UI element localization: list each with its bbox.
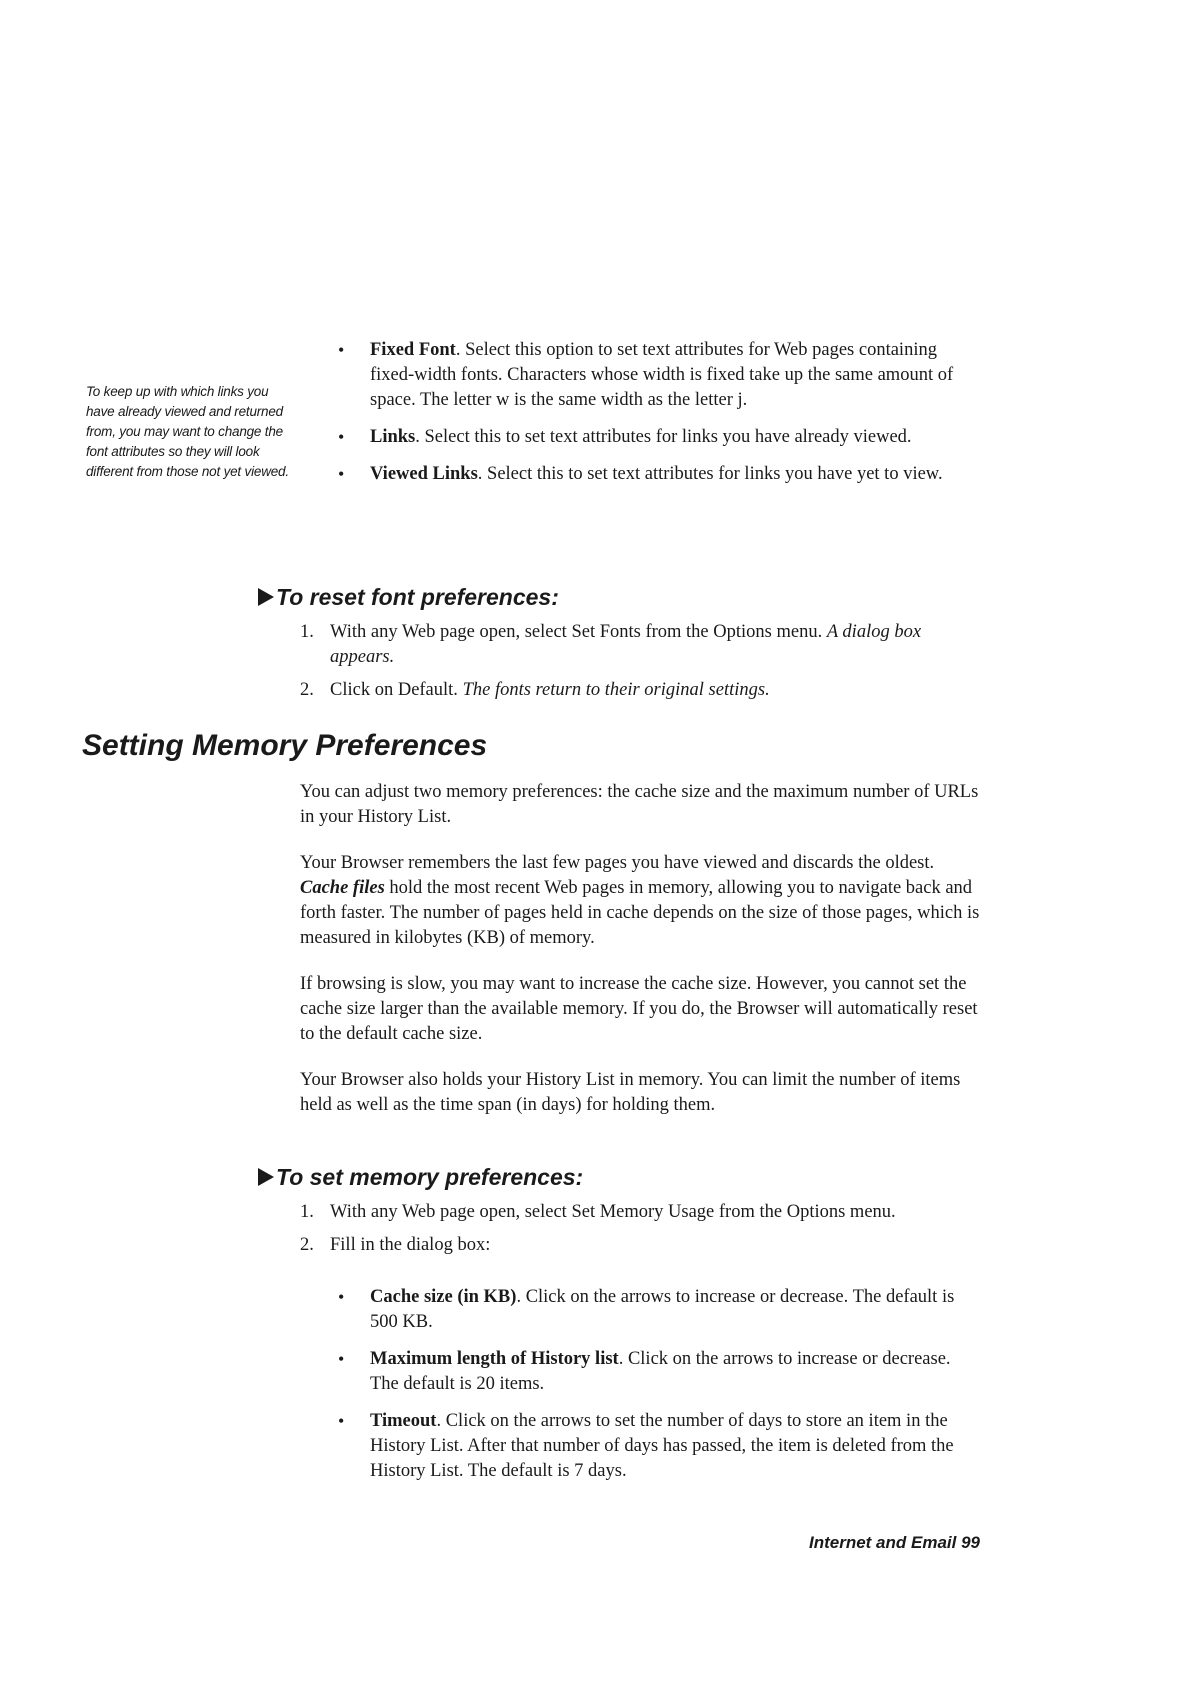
step-number: 2. [300,680,314,700]
font-options-list [338,338,978,499]
memory-options-list [338,1285,978,1496]
list-item [300,678,980,703]
step-number: 1. [300,622,314,642]
set-memory-heading [258,1162,583,1192]
set-steps-list [300,1200,980,1266]
option-term: Maximum length of History list [370,1349,619,1369]
option-term: Cache size (in KB) [370,1287,517,1307]
list-item [300,1200,980,1225]
arrow-right-icon [258,1168,274,1186]
option-term: Timeout [370,1411,437,1431]
step-number: 2. [300,1235,314,1255]
reset-steps-list [300,620,980,711]
paragraph: You can adjust two memory preferences: the cache size and the maximum number of URLs in your History List. [300,782,979,827]
section-title: Setting Memory Preferences [82,729,488,762]
heading-text: To reset font preferences: [276,584,559,610]
paragraph [300,851,980,951]
option-text: . Select this to set text attributes for links you have yet to view. [477,464,943,484]
arrow-right-icon [258,588,274,606]
step-result: A dialog box appears. [330,622,922,667]
list-item [300,620,980,670]
list-item [338,338,978,413]
option-text: . Click on the arrows to increase or decrease. The default is 500 KB. [370,1287,955,1332]
step-result: The fonts return to their original settings. [462,680,770,700]
paragraph: If browsing is slow, you may want to increase the cache size. However, you cannot set the cache size larger than the available memory. If you do, the Browser will automatically reset to the default cache size. [300,974,978,1044]
reset-font-heading [258,582,559,612]
option-term: Viewed Links [370,464,478,484]
paragraph: Your Browser also holds your History List in memory. You can limit the number of items held as well as the time span (in days) for holding them. [300,1070,961,1115]
list-item [338,1285,978,1335]
emphasis-term: Cache files [300,878,385,898]
list-item [338,425,978,450]
step-text: With any Web page open, select Set Memory Usage from the Options menu. [330,1202,896,1222]
option-text: . Select this option to set text attributes for Web pages containing fixed-width fonts. Characters whose width is fixed take up the same amount of space. The letter w is the same width as the letter j. [370,340,954,410]
step-text: Fill in the dialog box: [330,1235,491,1255]
text-span: hold the most recent Web pages in memory, allowing you to navigate back and forth faster. The number of pages held in cache depends on the size of those pages, which is measured in kilobytes (KB) of memory. [300,878,980,948]
margin-note: To keep up with which links you have already viewed and returned from, you may want to change the font attributes so they will look different from those not yet viewed. [86,384,289,479]
text-span: Your Browser remembers the last few pages you have viewed and discards the oldest. [300,853,935,873]
list-item [338,1409,978,1484]
step-text: Click on Default. [330,680,463,700]
list-item [300,1233,980,1258]
step-text: With any Web page open, select Set Fonts from the Options menu. [330,622,827,642]
option-term: Fixed Font [370,340,456,360]
option-text: . Click on the arrows to set the number of days to store an item in the History List. After that number of days has passed, the item is deleted from the History List. The default is 7 days. [370,1411,954,1481]
heading-text: To set memory preferences: [276,1164,584,1190]
list-item [338,1347,978,1397]
option-text: . Click on the arrows to increase or decrease. The default is 20 items. [370,1349,951,1394]
page-footer: Internet and Email 99 [809,1533,980,1552]
list-item [338,462,978,487]
step-number: 1. [300,1202,314,1222]
memory-body [300,780,980,1139]
option-text: . Select this to set text attributes for links you have already viewed. [415,427,912,447]
option-term: Links [370,427,416,447]
